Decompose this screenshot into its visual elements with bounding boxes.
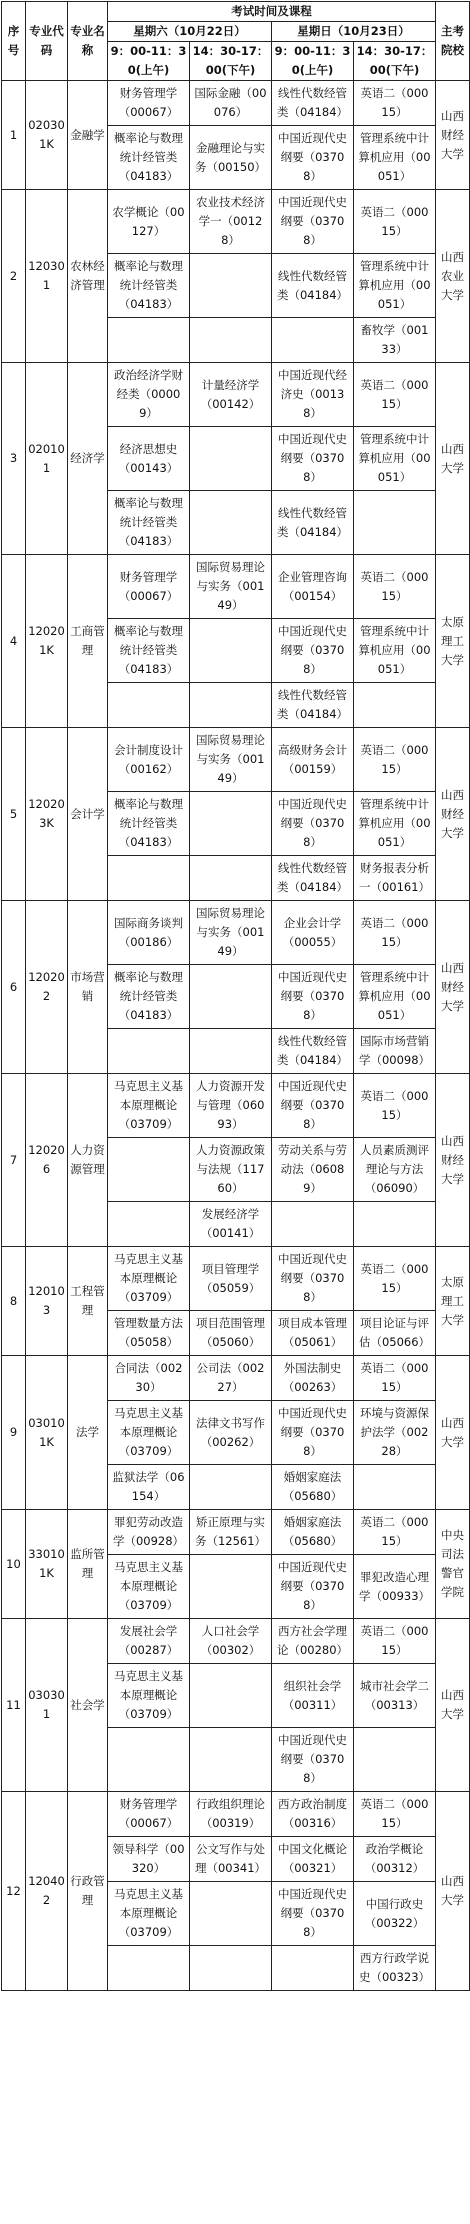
course-cell: 公司法（00227） <box>190 1356 272 1401</box>
course-cell <box>190 254 272 318</box>
course-cell: 中国近现代史纲要（03708） <box>272 190 354 254</box>
table-row <box>2 1619 470 1664</box>
course-cell <box>190 1664 272 1728</box>
course-cell: 线性代数经管类（04184） <box>272 254 354 318</box>
col-school-header: 主考院校 <box>436 2 470 81</box>
row-major: 社会学 <box>68 1619 108 1792</box>
course-cell: 管理系统中计算机应用（00051） <box>354 254 436 318</box>
table-row <box>2 1792 470 1837</box>
row-seq: 7 <box>2 1074 26 1247</box>
row-school: 山西大学 <box>436 1792 470 1991</box>
course-cell: 管理数量方法（05058） <box>108 1311 190 1356</box>
course-cell: 英语二（00015） <box>354 901 436 965</box>
course-cell: 线性代数经管类（04184） <box>272 683 354 728</box>
course-cell: 组织社会学（00311） <box>272 1664 354 1728</box>
course-cell: 国际贸易理论与实务（00149） <box>190 728 272 792</box>
course-cell: 中国近现代史纲要（03708） <box>272 1074 354 1138</box>
course-cell <box>108 318 190 363</box>
row-code: 120202 <box>26 901 68 1074</box>
course-cell: 线性代数经管类（04184） <box>272 81 354 126</box>
course-cell: 中国近现代史纲要（03708） <box>272 126 354 190</box>
course-cell: 财务管理学（00067） <box>108 1792 190 1837</box>
course-cell: 概率论与数理统计经管类（04183） <box>108 965 190 1029</box>
course-cell: 马克思主义基本原理概论（03709） <box>108 1664 190 1728</box>
course-cell: 法律文书写作（00262） <box>190 1401 272 1465</box>
course-cell: 农学概论（00127） <box>108 190 190 254</box>
row-school: 山西大学 <box>436 363 470 555</box>
course-cell: 发展经济学（00141） <box>190 1202 272 1247</box>
course-cell: 管理系统中计算机应用（00051） <box>354 965 436 1029</box>
col-code-header: 专业代码 <box>26 2 68 81</box>
row-code: 120203K <box>26 728 68 901</box>
course-cell: 领导科学（00320） <box>108 1837 190 1882</box>
course-cell: 企业管理咨询（00154） <box>272 555 354 619</box>
course-cell <box>108 856 190 901</box>
row-school: 太原理工大学 <box>436 555 470 728</box>
course-cell: 英语二（00015） <box>354 1510 436 1555</box>
table-row <box>2 81 470 126</box>
row-major: 金融学 <box>68 81 108 190</box>
course-cell: 矫正原理与实务（12561） <box>190 1510 272 1555</box>
row-code: 030301 <box>26 1619 68 1792</box>
course-cell: 外国法制史（00263） <box>272 1356 354 1401</box>
course-cell: 中国近现代史纲要（03708） <box>272 1555 354 1619</box>
course-cell: 企业会计学（00055） <box>272 901 354 965</box>
row-seq: 8 <box>2 1247 26 1356</box>
course-cell: 概率论与数理统计经管类（04183） <box>108 491 190 555</box>
course-cell <box>190 1946 272 1991</box>
course-cell: 会计制度设计（00162） <box>108 728 190 792</box>
row-seq: 11 <box>2 1619 26 1792</box>
row-seq: 6 <box>2 901 26 1074</box>
course-cell: 马克思主义基本原理概论（03709） <box>108 1882 190 1946</box>
course-cell: 概率论与数理统计经管类（04183） <box>108 126 190 190</box>
course-cell: 中国近现代史纲要（03708） <box>272 792 354 856</box>
course-cell <box>272 1946 354 1991</box>
row-code: 120402 <box>26 1792 68 1991</box>
course-cell: 畜牧学（00133） <box>354 318 436 363</box>
day2-header: 星期日（10月23日） <box>272 22 436 42</box>
row-school: 山西农业大学 <box>436 190 470 363</box>
row-major: 市场营销 <box>68 901 108 1074</box>
row-code: 120103 <box>26 1247 68 1356</box>
row-school: 中央司法警官学院 <box>436 1510 470 1619</box>
row-code: 120301 <box>26 190 68 363</box>
course-cell: 中国近现代史纲要（03708） <box>272 1882 354 1946</box>
row-school: 山西财经大学 <box>436 1074 470 1247</box>
row-major: 会计学 <box>68 728 108 901</box>
course-cell: 人力资源政策与法规（11760） <box>190 1138 272 1202</box>
course-cell: 财务报表分析一（00161） <box>354 856 436 901</box>
course-cell <box>190 965 272 1029</box>
course-cell: 中国近现代史纲要（03708） <box>272 619 354 683</box>
course-cell: 英语二（00015） <box>354 1074 436 1138</box>
course-cell: 国际商务谈判（00186） <box>108 901 190 965</box>
course-cell: 国际市场营销学（00098） <box>354 1029 436 1074</box>
table-row <box>2 1074 470 1138</box>
table-row <box>2 1356 470 1401</box>
course-cell: 婚姻家庭法（05680） <box>272 1465 354 1510</box>
course-cell: 中国近现代经济史（00138） <box>272 363 354 427</box>
course-cell: 管理系统中计算机应用（00051） <box>354 619 436 683</box>
course-cell: 项目范围管理（05060） <box>190 1311 272 1356</box>
course-cell <box>354 1728 436 1792</box>
course-cell <box>190 683 272 728</box>
row-major: 人力资源管理 <box>68 1074 108 1247</box>
exam-title-header: 考试时间及课程 <box>108 2 436 22</box>
row-school: 太原理工大学 <box>436 1247 470 1356</box>
course-cell: 管理系统中计算机应用（00051） <box>354 427 436 491</box>
course-cell <box>354 683 436 728</box>
course-cell: 中国近现代史纲要（03708） <box>272 1728 354 1792</box>
course-cell <box>190 1555 272 1619</box>
course-cell: 英语二（00015） <box>354 81 436 126</box>
day1-am-header: 9：00-11：30(上午) <box>108 42 190 81</box>
course-cell <box>190 1029 272 1074</box>
course-cell: 英语二（00015） <box>354 363 436 427</box>
row-seq: 4 <box>2 555 26 728</box>
course-cell <box>190 619 272 683</box>
course-cell <box>190 1465 272 1510</box>
course-cell <box>354 491 436 555</box>
row-seq: 10 <box>2 1510 26 1619</box>
table-row <box>2 555 470 619</box>
row-major: 农林经济管理 <box>68 190 108 363</box>
course-cell: 高级财务会计（00159） <box>272 728 354 792</box>
course-cell: 国际贸易理论与实务（00149） <box>190 555 272 619</box>
row-major: 工程管理 <box>68 1247 108 1356</box>
course-cell <box>190 318 272 363</box>
row-code: 120201K <box>26 555 68 728</box>
table-row <box>2 1247 470 1311</box>
col-major-header: 专业名称 <box>68 2 108 81</box>
course-cell <box>354 1465 436 1510</box>
course-cell <box>190 1728 272 1792</box>
course-cell: 人力资源开发与管理（06093） <box>190 1074 272 1138</box>
course-cell: 管理系统中计算机应用（00051） <box>354 126 436 190</box>
course-cell <box>272 318 354 363</box>
course-cell: 英语二（00015） <box>354 1247 436 1311</box>
course-cell: 国际贸易理论与实务（00149） <box>190 901 272 965</box>
day2-pm-header: 14：30-17：00(下午) <box>354 42 436 81</box>
row-major: 法学 <box>68 1356 108 1510</box>
course-cell: 劳动关系与劳动法（06089） <box>272 1138 354 1202</box>
course-cell: 英语二（00015） <box>354 728 436 792</box>
course-cell: 财务管理学（00067） <box>108 555 190 619</box>
table-row <box>2 728 470 792</box>
row-seq: 5 <box>2 728 26 901</box>
course-cell: 马克思主义基本原理概论（03709） <box>108 1401 190 1465</box>
course-cell: 中国近现代史纲要（03708） <box>272 1247 354 1311</box>
course-cell: 农业技术经济学一（00128） <box>190 190 272 254</box>
row-school: 山西财经大学 <box>436 901 470 1074</box>
course-cell: 项目成本管理（05061） <box>272 1311 354 1356</box>
course-cell: 政治学概论（00312） <box>354 1837 436 1882</box>
course-cell: 发展社会学（00287） <box>108 1619 190 1664</box>
course-cell: 罪犯改造心理学（00933） <box>354 1555 436 1619</box>
course-cell: 中国近现代史纲要（03708） <box>272 1401 354 1465</box>
col-seq-header: 序号 <box>2 2 26 81</box>
course-cell: 中国行政史（00322） <box>354 1882 436 1946</box>
course-cell <box>190 1882 272 1946</box>
course-cell <box>272 1202 354 1247</box>
course-cell: 经济思想史（00143） <box>108 427 190 491</box>
table-row <box>2 190 470 254</box>
row-seq: 2 <box>2 190 26 363</box>
course-cell <box>108 1728 190 1792</box>
table-row <box>2 1510 470 1555</box>
course-cell: 英语二（00015） <box>354 555 436 619</box>
course-cell: 罪犯劳动改造学（00928） <box>108 1510 190 1555</box>
row-major: 行政管理 <box>68 1792 108 1991</box>
course-cell: 项目管理学（05059） <box>190 1247 272 1311</box>
row-school: 山西财经大学 <box>436 728 470 901</box>
course-cell <box>108 1138 190 1202</box>
course-cell: 线性代数经管类（04184） <box>272 1029 354 1074</box>
row-seq: 12 <box>2 1792 26 1991</box>
row-code: 020101 <box>26 363 68 555</box>
exam-schedule-table <box>1 1 470 1991</box>
course-cell <box>108 1202 190 1247</box>
course-cell: 英语二（00015） <box>354 1356 436 1401</box>
course-cell: 财务管理学（00067） <box>108 81 190 126</box>
course-cell: 国际金融（00076） <box>190 81 272 126</box>
course-cell: 中国文化概论（00321） <box>272 1837 354 1882</box>
course-cell: 英语二（00015） <box>354 190 436 254</box>
day1-pm-header: 14：30-17：00(下午) <box>190 42 272 81</box>
course-cell: 西方社会学理论（00280） <box>272 1619 354 1664</box>
day1-header: 星期六（10月22日） <box>108 22 272 42</box>
table-row <box>2 901 470 965</box>
course-cell: 概率论与数理统计经管类（04183） <box>108 619 190 683</box>
course-cell: 公文写作与处理（00341） <box>190 1837 272 1882</box>
course-cell: 金融理论与实务（00150） <box>190 126 272 190</box>
course-cell <box>190 792 272 856</box>
course-cell: 人员素质测评理论与方法（06090） <box>354 1138 436 1202</box>
course-cell: 马克思主义基本原理概论（03709） <box>108 1074 190 1138</box>
row-seq: 3 <box>2 363 26 555</box>
row-major: 经济学 <box>68 363 108 555</box>
schedule-body <box>2 81 470 1991</box>
course-cell: 西方行政学说史（00323） <box>354 1946 436 1991</box>
course-cell <box>108 1946 190 1991</box>
course-cell: 线性代数经管类（04184） <box>272 856 354 901</box>
course-cell: 英语二（00015） <box>354 1619 436 1664</box>
course-cell: 监狱法学（06154） <box>108 1465 190 1510</box>
course-cell: 项目论证与评估（05066） <box>354 1311 436 1356</box>
course-cell: 马克思主义基本原理概论（03709） <box>108 1247 190 1311</box>
course-cell: 线性代数经管类（04184） <box>272 491 354 555</box>
row-major: 监所管理 <box>68 1510 108 1619</box>
course-cell: 城市社会学二（00313） <box>354 1664 436 1728</box>
course-cell: 马克思主义基本原理概论（03709） <box>108 1555 190 1619</box>
table-row <box>2 363 470 427</box>
course-cell: 英语二（00015） <box>354 1792 436 1837</box>
course-cell <box>190 491 272 555</box>
course-cell: 西方政治制度（00316） <box>272 1792 354 1837</box>
course-cell: 计量经济学（00142） <box>190 363 272 427</box>
course-cell: 政治经济学财经类（00009） <box>108 363 190 427</box>
row-code: 120206 <box>26 1074 68 1247</box>
course-cell: 中国近现代史纲要（03708） <box>272 427 354 491</box>
course-cell <box>190 856 272 901</box>
course-cell <box>190 427 272 491</box>
course-cell <box>108 683 190 728</box>
row-code: 020301K <box>26 81 68 190</box>
row-school: 山西大学 <box>436 1356 470 1510</box>
course-cell: 概率论与数理统计经管类（04183） <box>108 254 190 318</box>
row-code: 030101K <box>26 1356 68 1510</box>
course-cell: 行政组织理论（00319） <box>190 1792 272 1837</box>
row-code: 330101K <box>26 1510 68 1619</box>
course-cell <box>108 1029 190 1074</box>
course-cell: 人口社会学（00302） <box>190 1619 272 1664</box>
course-cell: 合同法（00230） <box>108 1356 190 1401</box>
row-school: 山西财经大学 <box>436 81 470 190</box>
day2-am-header: 9：00-11：30(上午) <box>272 42 354 81</box>
course-cell: 中国近现代史纲要（03708） <box>272 965 354 1029</box>
course-cell: 概率论与数理统计经管类（04183） <box>108 792 190 856</box>
course-cell: 环境与资源保护法学（00228） <box>354 1401 436 1465</box>
course-cell: 婚姻家庭法（05680） <box>272 1510 354 1555</box>
course-cell <box>354 1202 436 1247</box>
course-cell: 管理系统中计算机应用（00051） <box>354 792 436 856</box>
row-seq: 1 <box>2 81 26 190</box>
row-school: 山西大学 <box>436 1619 470 1792</box>
row-major: 工商管理 <box>68 555 108 728</box>
row-seq: 9 <box>2 1356 26 1510</box>
